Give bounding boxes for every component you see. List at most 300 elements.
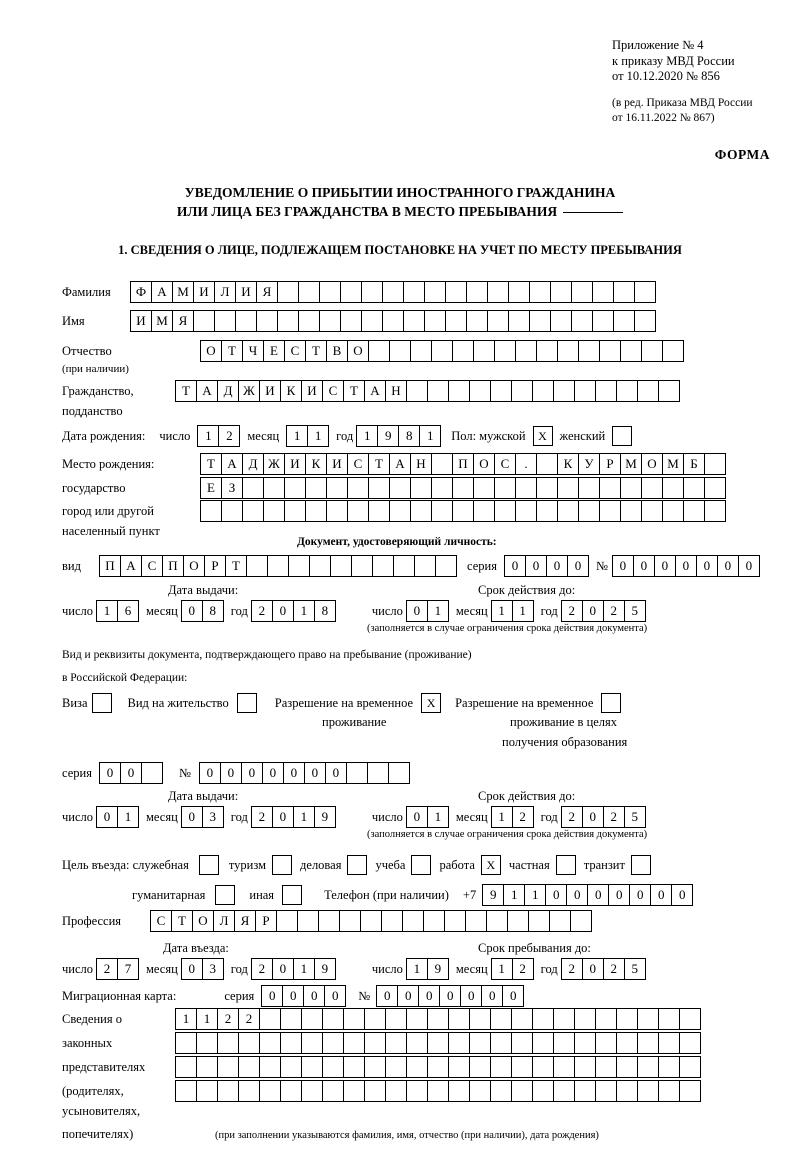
permit-valid-year-input[interactable] xyxy=(561,806,646,828)
char-cell[interactable] xyxy=(214,310,236,332)
char-cell[interactable] xyxy=(368,500,390,522)
char-cell[interactable] xyxy=(473,477,495,499)
char-cell[interactable] xyxy=(469,380,491,402)
char-cell[interactable]: 0 xyxy=(633,555,655,577)
legal-rep-input-line-1[interactable] xyxy=(175,1008,701,1030)
char-cell[interactable] xyxy=(616,1080,638,1102)
char-cell[interactable] xyxy=(284,500,306,522)
char-cell[interactable]: 1 xyxy=(406,958,428,980)
char-cell[interactable] xyxy=(280,1032,302,1054)
char-cell[interactable]: 1 xyxy=(491,958,513,980)
char-cell[interactable] xyxy=(448,380,470,402)
sex-male-checkbox[interactable]: X xyxy=(533,426,553,446)
char-cell[interactable] xyxy=(515,340,537,362)
char-cell[interactable]: М xyxy=(620,453,642,475)
char-cell[interactable] xyxy=(553,380,575,402)
char-cell[interactable]: 0 xyxy=(566,884,588,906)
char-cell[interactable] xyxy=(613,310,635,332)
char-cell[interactable]: Р xyxy=(255,910,277,932)
char-cell[interactable] xyxy=(305,477,327,499)
char-cell[interactable]: Т xyxy=(175,380,197,402)
phone-input[interactable] xyxy=(482,884,693,906)
char-cell[interactable] xyxy=(339,910,361,932)
purpose-private-checkbox[interactable] xyxy=(556,855,576,875)
char-cell[interactable] xyxy=(322,1056,344,1078)
char-cell[interactable] xyxy=(532,1080,554,1102)
purpose-service-checkbox[interactable] xyxy=(199,855,219,875)
char-cell[interactable]: 0 xyxy=(272,600,294,622)
char-cell[interactable] xyxy=(319,310,341,332)
char-cell[interactable] xyxy=(259,1032,281,1054)
char-cell[interactable]: 0 xyxy=(582,806,604,828)
doc-valid-year-input[interactable] xyxy=(561,600,646,622)
char-cell[interactable] xyxy=(574,380,596,402)
char-cell[interactable]: 0 xyxy=(481,985,503,1007)
char-cell[interactable] xyxy=(431,500,453,522)
char-cell[interactable]: 2 xyxy=(561,806,583,828)
char-cell[interactable] xyxy=(322,1032,344,1054)
char-cell[interactable] xyxy=(364,1008,386,1030)
char-cell[interactable] xyxy=(364,1080,386,1102)
purpose-business-checkbox[interactable] xyxy=(347,855,367,875)
char-cell[interactable]: 0 xyxy=(612,555,634,577)
char-cell[interactable] xyxy=(403,281,425,303)
char-cell[interactable]: И xyxy=(259,380,281,402)
char-cell[interactable] xyxy=(515,500,537,522)
char-cell[interactable] xyxy=(242,500,264,522)
char-cell[interactable]: 0 xyxy=(325,762,347,784)
char-cell[interactable]: 1 xyxy=(175,1008,197,1030)
char-cell[interactable]: Ж xyxy=(238,380,260,402)
char-cell[interactable]: 1 xyxy=(293,600,315,622)
char-cell[interactable] xyxy=(448,1056,470,1078)
char-cell[interactable]: М xyxy=(172,281,194,303)
char-cell[interactable]: 0 xyxy=(241,762,263,784)
char-cell[interactable]: 0 xyxy=(220,762,242,784)
char-cell[interactable] xyxy=(326,500,348,522)
char-cell[interactable] xyxy=(267,555,289,577)
char-cell[interactable]: 0 xyxy=(376,985,398,1007)
char-cell[interactable]: 1 xyxy=(491,600,513,622)
char-cell[interactable]: 0 xyxy=(717,555,739,577)
char-cell[interactable] xyxy=(280,1056,302,1078)
char-cell[interactable] xyxy=(595,1008,617,1030)
char-cell[interactable] xyxy=(528,910,550,932)
char-cell[interactable] xyxy=(641,477,663,499)
doc-valid-day-input[interactable] xyxy=(406,600,449,622)
char-cell[interactable]: 0 xyxy=(504,555,526,577)
char-cell[interactable]: 3 xyxy=(202,958,224,980)
permit-issue-month-input[interactable] xyxy=(181,806,224,828)
char-cell[interactable] xyxy=(616,380,638,402)
char-cell[interactable]: 0 xyxy=(629,884,651,906)
char-cell[interactable]: С xyxy=(150,910,172,932)
char-cell[interactable] xyxy=(469,1080,491,1102)
char-cell[interactable]: Т xyxy=(221,340,243,362)
char-cell[interactable]: 0 xyxy=(272,806,294,828)
char-cell[interactable] xyxy=(361,281,383,303)
char-cell[interactable]: 1 xyxy=(293,958,315,980)
char-cell[interactable] xyxy=(592,310,614,332)
char-cell[interactable] xyxy=(340,310,362,332)
char-cell[interactable] xyxy=(469,1056,491,1078)
char-cell[interactable]: 3 xyxy=(202,806,224,828)
char-cell[interactable] xyxy=(641,340,663,362)
char-cell[interactable] xyxy=(508,281,530,303)
char-cell[interactable] xyxy=(704,453,726,475)
char-cell[interactable] xyxy=(423,910,445,932)
char-cell[interactable]: А xyxy=(364,380,386,402)
char-cell[interactable] xyxy=(382,310,404,332)
char-cell[interactable] xyxy=(487,281,509,303)
char-cell[interactable] xyxy=(452,340,474,362)
char-cell[interactable] xyxy=(658,1056,680,1078)
char-cell[interactable]: 0 xyxy=(262,762,284,784)
char-cell[interactable] xyxy=(557,477,579,499)
char-cell[interactable]: 2 xyxy=(217,1008,239,1030)
char-cell[interactable] xyxy=(238,1032,260,1054)
char-cell[interactable]: 2 xyxy=(561,958,583,980)
char-cell[interactable] xyxy=(385,1008,407,1030)
char-cell[interactable]: 0 xyxy=(582,958,604,980)
char-cell[interactable] xyxy=(217,1056,239,1078)
char-cell[interactable] xyxy=(507,910,529,932)
char-cell[interactable] xyxy=(410,340,432,362)
char-cell[interactable] xyxy=(305,500,327,522)
profession-input[interactable] xyxy=(150,910,592,932)
char-cell[interactable] xyxy=(427,1056,449,1078)
char-cell[interactable]: 0 xyxy=(545,884,567,906)
char-cell[interactable]: 8 xyxy=(398,425,420,447)
char-cell[interactable] xyxy=(658,380,680,402)
char-cell[interactable]: Ч xyxy=(242,340,264,362)
char-cell[interactable]: 2 xyxy=(512,958,534,980)
permit-issue-day-input[interactable] xyxy=(96,806,139,828)
char-cell[interactable]: П xyxy=(99,555,121,577)
char-cell[interactable]: 1 xyxy=(512,600,534,622)
char-cell[interactable] xyxy=(235,310,257,332)
doc-issue-year-input[interactable] xyxy=(251,600,336,622)
char-cell[interactable] xyxy=(508,310,530,332)
permit-series-input[interactable] xyxy=(99,762,163,784)
char-cell[interactable]: С xyxy=(494,453,516,475)
char-cell[interactable]: О xyxy=(183,555,205,577)
char-cell[interactable] xyxy=(403,310,425,332)
char-cell[interactable]: 0 xyxy=(418,985,440,1007)
char-cell[interactable] xyxy=(658,1008,680,1030)
char-cell[interactable] xyxy=(511,1056,533,1078)
name-input[interactable] xyxy=(130,310,656,332)
birth-day-input[interactable] xyxy=(197,425,240,447)
visa-checkbox[interactable] xyxy=(92,693,112,713)
permit-issue-year-input[interactable] xyxy=(251,806,336,828)
char-cell[interactable]: 0 xyxy=(671,884,693,906)
char-cell[interactable]: 0 xyxy=(282,985,304,1007)
char-cell[interactable]: 0 xyxy=(738,555,760,577)
char-cell[interactable] xyxy=(511,1008,533,1030)
char-cell[interactable] xyxy=(511,380,533,402)
char-cell[interactable] xyxy=(372,555,394,577)
residence-permit-checkbox[interactable] xyxy=(237,693,257,713)
char-cell[interactable]: А xyxy=(120,555,142,577)
char-cell[interactable] xyxy=(536,340,558,362)
char-cell[interactable] xyxy=(494,500,516,522)
birthplace-input-line-3[interactable] xyxy=(200,500,726,522)
char-cell[interactable] xyxy=(620,477,642,499)
char-cell[interactable]: 2 xyxy=(603,806,625,828)
doc-kind-input[interactable] xyxy=(99,555,457,577)
char-cell[interactable]: 0 xyxy=(502,985,524,1007)
char-cell[interactable]: О xyxy=(347,340,369,362)
char-cell[interactable] xyxy=(319,281,341,303)
char-cell[interactable] xyxy=(301,1008,323,1030)
char-cell[interactable] xyxy=(532,1056,554,1078)
char-cell[interactable] xyxy=(343,1032,365,1054)
char-cell[interactable]: 2 xyxy=(251,600,273,622)
char-cell[interactable] xyxy=(343,1008,365,1030)
char-cell[interactable] xyxy=(389,340,411,362)
char-cell[interactable]: 0 xyxy=(525,555,547,577)
char-cell[interactable] xyxy=(364,1032,386,1054)
char-cell[interactable] xyxy=(466,310,488,332)
char-cell[interactable]: И xyxy=(130,310,152,332)
char-cell[interactable] xyxy=(196,1032,218,1054)
char-cell[interactable]: З xyxy=(221,477,243,499)
char-cell[interactable]: 0 xyxy=(654,555,676,577)
education-residence-checkbox[interactable] xyxy=(601,693,621,713)
char-cell[interactable] xyxy=(276,910,298,932)
char-cell[interactable] xyxy=(431,453,453,475)
char-cell[interactable] xyxy=(259,1008,281,1030)
char-cell[interactable]: А xyxy=(221,453,243,475)
doc-valid-month-input[interactable] xyxy=(491,600,534,622)
char-cell[interactable] xyxy=(679,1056,701,1078)
char-cell[interactable] xyxy=(637,1008,659,1030)
char-cell[interactable]: 5 xyxy=(624,958,646,980)
char-cell[interactable] xyxy=(466,281,488,303)
char-cell[interactable] xyxy=(431,477,453,499)
char-cell[interactable] xyxy=(574,1008,596,1030)
char-cell[interactable] xyxy=(364,1056,386,1078)
purpose-transit-checkbox[interactable] xyxy=(631,855,651,875)
char-cell[interactable] xyxy=(368,477,390,499)
char-cell[interactable] xyxy=(406,1032,428,1054)
char-cell[interactable] xyxy=(406,1008,428,1030)
char-cell[interactable] xyxy=(280,1008,302,1030)
char-cell[interactable] xyxy=(200,500,222,522)
char-cell[interactable] xyxy=(570,910,592,932)
stay-month-input[interactable] xyxy=(491,958,534,980)
char-cell[interactable]: О xyxy=(192,910,214,932)
permit-number-input[interactable] xyxy=(199,762,410,784)
char-cell[interactable] xyxy=(553,1080,575,1102)
char-cell[interactable] xyxy=(445,281,467,303)
char-cell[interactable]: Е xyxy=(263,340,285,362)
char-cell[interactable]: О xyxy=(641,453,663,475)
birthplace-input-line-2[interactable] xyxy=(200,477,726,499)
char-cell[interactable] xyxy=(410,477,432,499)
char-cell[interactable] xyxy=(578,500,600,522)
char-cell[interactable] xyxy=(465,910,487,932)
char-cell[interactable]: 1 xyxy=(197,425,219,447)
entry-month-input[interactable] xyxy=(181,958,224,980)
stay-day-input[interactable] xyxy=(406,958,449,980)
char-cell[interactable] xyxy=(595,380,617,402)
char-cell[interactable]: 2 xyxy=(512,806,534,828)
char-cell[interactable]: 2 xyxy=(603,958,625,980)
char-cell[interactable] xyxy=(288,555,310,577)
char-cell[interactable]: 1 xyxy=(286,425,308,447)
purpose-study-checkbox[interactable] xyxy=(411,855,431,875)
char-cell[interactable] xyxy=(298,281,320,303)
char-cell[interactable] xyxy=(571,281,593,303)
char-cell[interactable]: 0 xyxy=(120,762,142,784)
char-cell[interactable] xyxy=(385,1032,407,1054)
char-cell[interactable]: И xyxy=(326,453,348,475)
char-cell[interactable]: Д xyxy=(242,453,264,475)
char-cell[interactable] xyxy=(309,555,331,577)
char-cell[interactable]: 1 xyxy=(96,600,118,622)
char-cell[interactable] xyxy=(175,1032,197,1054)
char-cell[interactable]: . xyxy=(515,453,537,475)
char-cell[interactable] xyxy=(256,310,278,332)
char-cell[interactable]: 5 xyxy=(624,806,646,828)
char-cell[interactable]: 0 xyxy=(439,985,461,1007)
char-cell[interactable] xyxy=(196,1056,218,1078)
char-cell[interactable]: Р xyxy=(599,453,621,475)
char-cell[interactable] xyxy=(490,1032,512,1054)
char-cell[interactable] xyxy=(641,500,663,522)
char-cell[interactable] xyxy=(599,500,621,522)
char-cell[interactable]: 8 xyxy=(314,600,336,622)
char-cell[interactable]: С xyxy=(141,555,163,577)
char-cell[interactable]: 1 xyxy=(524,884,546,906)
char-cell[interactable] xyxy=(217,1032,239,1054)
char-cell[interactable] xyxy=(414,555,436,577)
char-cell[interactable] xyxy=(385,1056,407,1078)
char-cell[interactable] xyxy=(536,500,558,522)
char-cell[interactable] xyxy=(393,555,415,577)
char-cell[interactable] xyxy=(238,1080,260,1102)
char-cell[interactable]: К xyxy=(280,380,302,402)
legal-rep-input-line-4[interactable] xyxy=(175,1080,701,1102)
char-cell[interactable]: М xyxy=(151,310,173,332)
char-cell[interactable]: Л xyxy=(213,910,235,932)
char-cell[interactable]: 0 xyxy=(283,762,305,784)
char-cell[interactable] xyxy=(424,281,446,303)
char-cell[interactable] xyxy=(549,910,571,932)
char-cell[interactable] xyxy=(385,1080,407,1102)
char-cell[interactable] xyxy=(367,762,389,784)
char-cell[interactable] xyxy=(280,1080,302,1102)
char-cell[interactable]: 0 xyxy=(181,806,203,828)
char-cell[interactable] xyxy=(637,1056,659,1078)
char-cell[interactable]: О xyxy=(200,340,222,362)
char-cell[interactable]: 0 xyxy=(675,555,697,577)
char-cell[interactable] xyxy=(322,1080,344,1102)
char-cell[interactable]: 0 xyxy=(397,985,419,1007)
char-cell[interactable] xyxy=(361,310,383,332)
char-cell[interactable]: 9 xyxy=(482,884,504,906)
purpose-other-checkbox[interactable] xyxy=(282,885,302,905)
char-cell[interactable]: Д xyxy=(217,380,239,402)
char-cell[interactable]: 1 xyxy=(117,806,139,828)
char-cell[interactable] xyxy=(595,1032,617,1054)
char-cell[interactable] xyxy=(389,500,411,522)
char-cell[interactable]: О xyxy=(473,453,495,475)
char-cell[interactable] xyxy=(193,310,215,332)
char-cell[interactable] xyxy=(662,477,684,499)
char-cell[interactable]: 2 xyxy=(603,600,625,622)
char-cell[interactable]: 2 xyxy=(251,958,273,980)
char-cell[interactable]: 1 xyxy=(427,806,449,828)
char-cell[interactable] xyxy=(435,555,457,577)
char-cell[interactable]: А xyxy=(151,281,173,303)
char-cell[interactable]: У xyxy=(578,453,600,475)
char-cell[interactable] xyxy=(592,281,614,303)
char-cell[interactable]: 1 xyxy=(196,1008,218,1030)
char-cell[interactable] xyxy=(532,1008,554,1030)
char-cell[interactable]: К xyxy=(305,453,327,475)
char-cell[interactable]: Т xyxy=(171,910,193,932)
char-cell[interactable]: 9 xyxy=(377,425,399,447)
permit-valid-month-input[interactable] xyxy=(491,806,534,828)
char-cell[interactable] xyxy=(427,1008,449,1030)
char-cell[interactable]: Н xyxy=(385,380,407,402)
char-cell[interactable]: 9 xyxy=(314,806,336,828)
char-cell[interactable]: Е xyxy=(200,477,222,499)
surname-input[interactable] xyxy=(130,281,656,303)
char-cell[interactable]: Л xyxy=(214,281,236,303)
char-cell[interactable] xyxy=(297,910,319,932)
char-cell[interactable] xyxy=(431,340,453,362)
char-cell[interactable]: 2 xyxy=(561,600,583,622)
char-cell[interactable] xyxy=(351,555,373,577)
char-cell[interactable]: Ф xyxy=(130,281,152,303)
char-cell[interactable] xyxy=(490,1080,512,1102)
char-cell[interactable]: 0 xyxy=(272,958,294,980)
char-cell[interactable] xyxy=(536,453,558,475)
char-cell[interactable] xyxy=(557,500,579,522)
char-cell[interactable] xyxy=(368,340,390,362)
char-cell[interactable] xyxy=(574,1032,596,1054)
char-cell[interactable] xyxy=(402,910,424,932)
char-cell[interactable] xyxy=(448,1080,470,1102)
char-cell[interactable]: 0 xyxy=(567,555,589,577)
char-cell[interactable] xyxy=(599,477,621,499)
char-cell[interactable]: 0 xyxy=(460,985,482,1007)
char-cell[interactable] xyxy=(574,1080,596,1102)
entry-year-input[interactable] xyxy=(251,958,336,980)
entry-day-input[interactable] xyxy=(96,958,139,980)
char-cell[interactable]: 0 xyxy=(99,762,121,784)
char-cell[interactable] xyxy=(445,310,467,332)
char-cell[interactable]: 0 xyxy=(304,762,326,784)
char-cell[interactable] xyxy=(490,1056,512,1078)
char-cell[interactable] xyxy=(704,477,726,499)
char-cell[interactable] xyxy=(553,1008,575,1030)
char-cell[interactable] xyxy=(382,281,404,303)
char-cell[interactable] xyxy=(494,340,516,362)
char-cell[interactable]: Т xyxy=(305,340,327,362)
char-cell[interactable]: Б xyxy=(683,453,705,475)
char-cell[interactable] xyxy=(679,1080,701,1102)
char-cell[interactable] xyxy=(347,500,369,522)
char-cell[interactable] xyxy=(388,762,410,784)
char-cell[interactable]: 0 xyxy=(650,884,672,906)
char-cell[interactable] xyxy=(616,1032,638,1054)
char-cell[interactable] xyxy=(637,1032,659,1054)
